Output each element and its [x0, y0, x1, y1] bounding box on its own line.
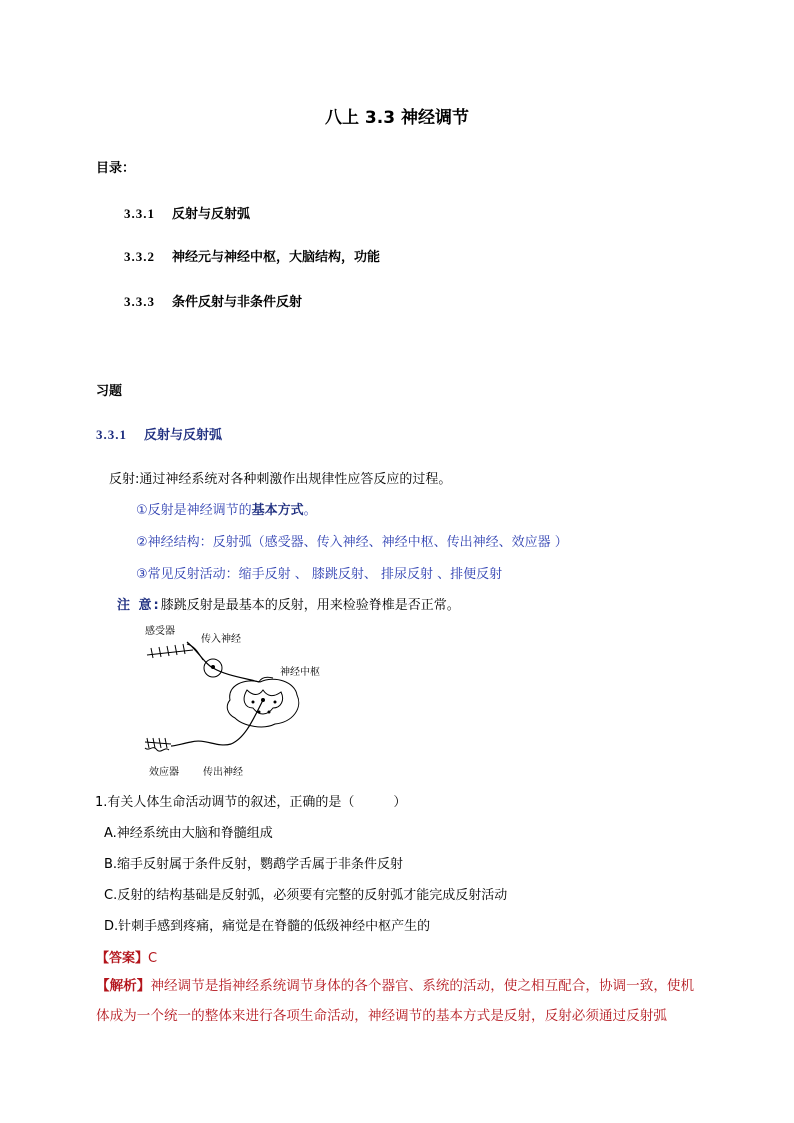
- toc-item-text: 条件反射与非条件反射: [172, 295, 303, 310]
- toc-item-number: 3.3.3: [124, 294, 155, 309]
- option-d[interactable]: D.针刺手感到疼痛，痛觉是在脊髓的低级神经中枢产生的: [104, 919, 431, 934]
- toc-label: 目录：: [96, 161, 136, 176]
- point-1-suffix: 。: [303, 503, 317, 518]
- receptor-shape: [147, 644, 203, 660]
- explanation: [96, 971, 700, 1031]
- effector-label: 效应器: [149, 767, 179, 778]
- afferent-nerve-path: [187, 642, 259, 682]
- toc-item-1[interactable]: [124, 203, 250, 222]
- toc-item-text: 神经元与神经中枢，大脑结构，功能: [172, 250, 381, 265]
- efferent-label: 传出神经: [203, 767, 243, 778]
- center-label: 神经中枢: [280, 667, 320, 678]
- option-b[interactable]: B.缩手反射属于条件反射，鹦鹉学舌属于非条件反射: [104, 857, 404, 872]
- point-1: [136, 499, 317, 518]
- toc-item-number: 3.3.2: [124, 249, 155, 264]
- reflex-arc-diagram: [135, 620, 375, 785]
- note-label: 注 意:: [117, 598, 161, 613]
- toc-item-number: 3.3.1: [124, 206, 155, 221]
- note: [117, 594, 460, 613]
- toc-item-text: 反射与反射弧: [172, 207, 251, 222]
- answer-value: C: [148, 951, 158, 966]
- explanation-label: 【解析】: [96, 978, 151, 994]
- spinal-cord-shape: [227, 679, 298, 727]
- toc-item-2[interactable]: [124, 246, 380, 265]
- subsection-text: 反射与反射弧: [144, 428, 223, 443]
- subsection-heading: [96, 424, 222, 443]
- option-a[interactable]: A.神经系统由大脑和脊髓组成: [104, 826, 273, 841]
- toc-item-3[interactable]: [124, 291, 302, 310]
- point-2: ②神经结构：反射弧（感受器、传入神经、神经中枢、传出神经、效应器 ）: [136, 535, 568, 550]
- point-1-prefix: ①反射是神经调节的: [136, 503, 252, 518]
- effector-shape: [145, 738, 171, 751]
- point-1-bold: 基本方式: [251, 503, 304, 518]
- reflex-definition: 反射:通过神经系统对各种刺激作出规律性应答反应的过程。: [109, 472, 452, 487]
- subsection-number: 3.3.1: [96, 427, 127, 442]
- answer: [96, 947, 157, 966]
- afferent-label: 传入神经: [201, 634, 241, 645]
- page-title: 八上 3.3 神经调节: [325, 108, 469, 128]
- option-c[interactable]: C.反射的结构基础是反射弧，必须要有完整的反射弧才能完成反射活动: [104, 888, 508, 903]
- note-text: 膝跳反射是最基本的反射，用来检验脊椎是否正常。: [160, 598, 460, 613]
- answer-label: 【答案】: [96, 951, 149, 966]
- receptor-label: 感受器: [145, 626, 175, 637]
- section-label: 习题: [96, 384, 123, 399]
- point-3: ③常见反射活动：缩手反射 、 膝跳反射、 排尿反射 、排便反射: [136, 567, 503, 582]
- question-stem: 1.有关人体生命活动调节的叙述，正确的是（ ）: [95, 795, 407, 810]
- explanation-text: 神经调节是指神经系统调节身体的各个器官、系统的活动，使之相互配合，协调一致，使机体成为一个统一的整体来进行各项生命活动，神经调节的基本方式是反射，反射必须通过反射弧: [96, 978, 695, 1024]
